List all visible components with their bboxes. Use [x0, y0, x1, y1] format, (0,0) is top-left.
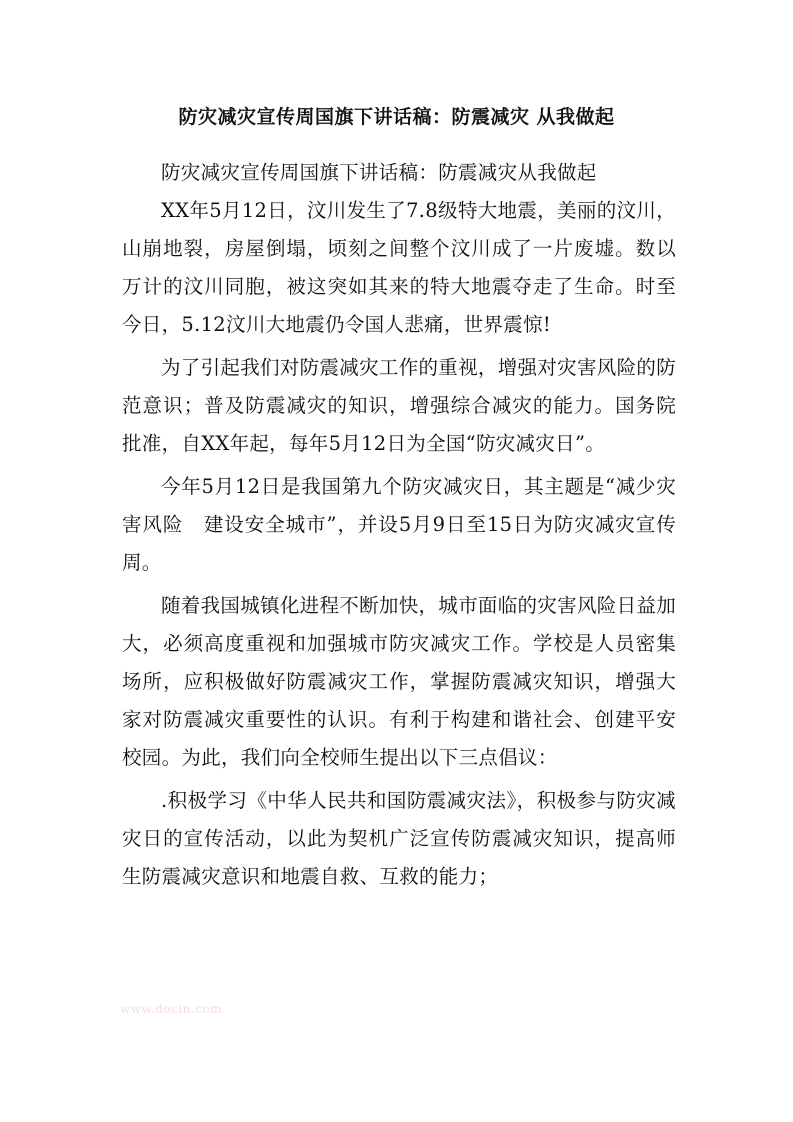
watermark-footer: www.docin.com: [120, 1002, 223, 1016]
paragraph-disaster-day: 为了引起我们对防震减灾工作的重视，增强对灾害风险的防范意识；普及防震减灾的知识，增强综合减灾的能力。国务院批准，自XX年起，每年5月12日为全国“防灾减灾日”。: [122, 356, 676, 455]
paragraph-subtitle: 防灾减灾宣传周国旗下讲话稿：防震减灾从我做起: [161, 161, 597, 184]
paragraph-urbanization: 随着我国城镇化进程不断加快，城市面临的灾害风险日益加大，必须高度重视和加强城市防灾减灾工作。学校是人员密集场所，应积极做好防震减灾工作，掌握防震减灾知识，增强大家对防震减灾重要性的认识。有利于构建和谐社会、创建平安校园。为此，我们向全校师生提出以下三点倡议：: [122, 594, 676, 769]
document-body: [122, 154, 676, 901]
document-title: 防灾减灾宣传周国旗下讲话稿：防震减灾 从我做起: [178, 106, 615, 128]
paragraph-theme: 今年5月12日是我国第九个防灾减灾日，其主题是“减少灾害风险 建设安全城市”，并设5月9日至15日为防灾减灾宣传周。: [122, 475, 676, 574]
paragraph-proposal-one: .积极学习《中华人民共和国防震减灾法》，积极参与防灾减灾日的宣传活动，以此为契机广泛宣传防震减灾知识，提高师生防震减灾意识和地震自救、互救的能力；: [122, 789, 676, 888]
paragraph-earthquake: XX年5月12日，汶川发生了7.8级特大地震，美丽的汶川，山崩地裂，房屋倒塌，顷刻之间整个汶川成了一片废墟。数以万计的汶川同胞，被这突如其来的特大地震夺走了生命。时至今日，5.12汶川大地震仍令国人悲痛，世界震惊!: [122, 199, 676, 336]
